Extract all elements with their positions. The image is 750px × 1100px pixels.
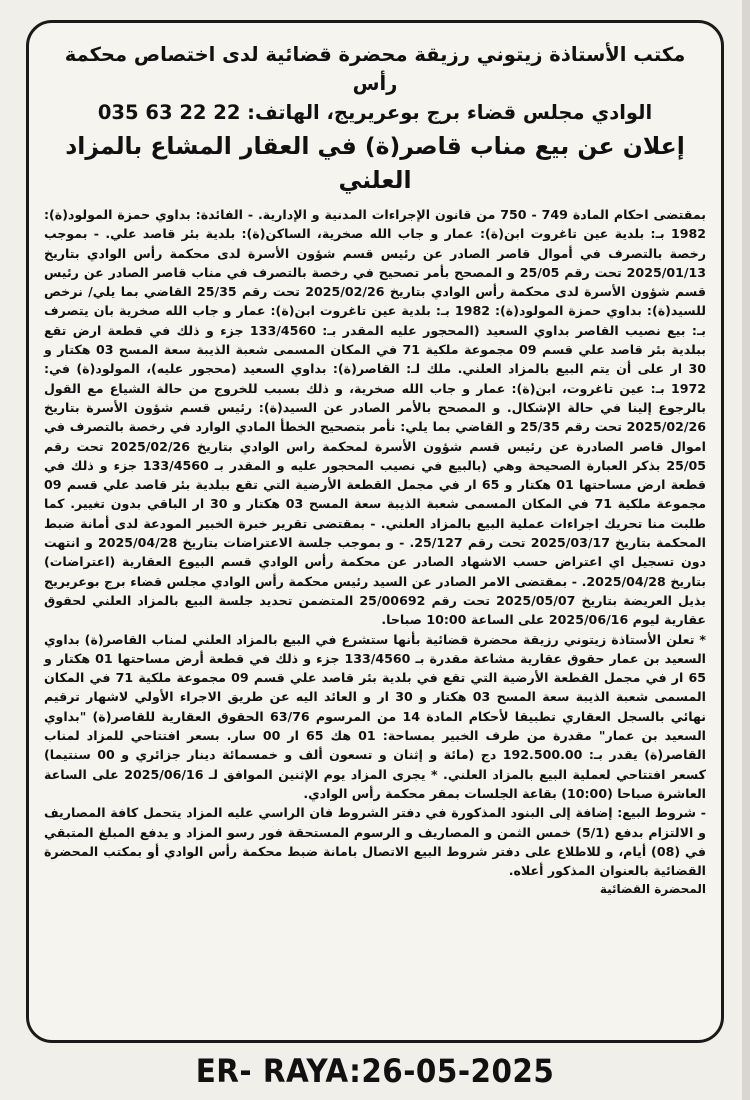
body-paragraph-1: بمقتضى احكام المادة 749 - 750 من قانون الإجراءات المدنية و الإدارية. - الفائدة: بداوي حمزة المولود(ة): 1982 بـ: بلدية عين تاغروت ابن(ة): عمار و جاب الله صخرية، الساكن(ة): بلدية بئر قاصد علي. - بموجب رخصة بالتصرف في أموال قاصر الصادر عن رئيس قسم شؤون الأسرة لدى محكمة رأس الوادي بتاريخ 2025/01/13 تحت رقم 25/05 و المصحح بأمر تصحيح في رخصة بالتصرف في مناب قاصر الصادر عن رئيس قسم شؤون الأسرة لدى محكمة رأس الوادي بتاريخ 2025/02/26 تحت رقم 25/35 القاضي بما يلي/ نرخص للسيد(ة): بداوي حمزة المولود(ة): 1982 بـ: بلدية عين تاغروت ابن(ة): عمار و جاب الله صخرية بان يتصرف بـ: بيع نصيب القاصر بداوي السعيد (المحجور عليه المقدر بـ: 133/4560 جزء و ذلك في قطعة ارض تقع ببلدية بئر قاصد علي قسم 09 مجموعة ملكية 71 في المكان المسمى شعبة الذيبة سعة المسح 03 هكتار و 30 ار على أن يتم البيع بالمزاد العلني. ملك لـ: القاصر(ة): بداوي السعيد (محجور عليه)، المولود(ة) في: 1972 بـ: عين تاغروت، ابن(ة): عمار و جاب الله صخرية، و ذلك بسبب للخروج من حالة الشياع مع القول بالرجوع إلينا في حالة الإشكال. و المصحح بالأمر الصادر عن السيد(ة): رئيس قسم شؤون الأسرة بتاريخ 2025/02/26 تحت رقم 25/35 و القاضي بما يلي: نأمر بتصحيح الخطأ المادي الوارد في رخصة بالتصرف في اموال قاصر الصادرة عن رئيس قسم شؤون الأسرة لمحكمة راس الوادي بتاريخ 2025/02/26 تحت رقم 25/05 بذكر العبارة الصحيحة وهي (بالبيع في نصيب المحجور عليه و المقدر بـ 133/4560 جزء و ذلك في قطعة ارض مساحتها 01 هكتار و 65 ار في مجمل القطعة الأرضية التي تقع ببلدية بئر قاصد علي قسم 09 مجموعة ملكية 71 في المكان المسمى شعبة الذيبة سعة المسح 03 هكتار و 30 ار الباقي بدون تغيير. كما طلبت منا تحريك اجراءات عملية البيع بالمزاد العلني. - بمقتضى تقرير خبرة الخبير المودعة لدى أمانة ضبط المحكمة بتاريخ 2025/03/17 تحت رقم 25/127. - و بموجب جلسة الاعتراضات بتاريخ 2025/04/28 و انتهت دون تسجيل اي اعتراض حسب الاشهاد الصادر عن محكمة رأس الوادي قسم البيوع العقارية (اعتراضات) بتاريخ 2025/04/28. - بمقتضى الامر الصادر عن السيد رئيس محكمة رأس الوادي مجلس قضاء برج بوعريريج بذيل العريضة بتاريخ 2025/05/07 تحت رقم 25/00692 المتضمن تحديد جلسة البيع بالمزاد العلني لحقوق عقارية ليوم 2025/06/16 على الساعة 10:00 صباحا. [44, 207, 707, 628]
newspaper-stamp: ER- RAYA:26-05-2025 [195, 1052, 555, 1090]
signature-row [44, 882, 706, 896]
body-paragraph-3: - شروط البيع: إضافة إلى البنود المذكورة في دفتر الشروط فان الراسي عليه المزاد يتحمل كافة المصاريف و الالتزام بدفع (5/1) خمس الثمن و المصاريف و الرسوم المستحقة فور رسو المزاد و يدفع المبلغ المتبقي في (08) أيام، و للاطلاع على دفتر شروط البيع الاتصال بامانة ضبط محكمة رأس الوادي أو بمكتب المحضرة القضائية بالعنوان المذكور أعلاه. [44, 805, 706, 879]
body-paragraph-2: * تعلن الأستاذة زيتوني رزيقة محضرة قضائية بأنها ستشرع في البيع بالمزاد العلني لمناب القاصر(ة) بداوي السعيد بن عمار حقوق عقارية مشاعة مقدرة بـ 133/4560 جزء و ذلك في قطعة أرض مساحتها 01 هكتار و 65 ار في مجمل القطعة الأرضية التي تقع في بلدية بئر قاصد علي قسم 09 مجموعة ملكية 71 في المكان المسمى شعبة الذيبة سعة المسح 03 هكتار و 30 ار و العائد اليه عن طريق الاجراء الأولي لاشهار ترقيم نهائي بالسجل العقاري تطبيقا لأحكام المادة 14 من المرسوم 63/76 الحقوق العقارية للقاصر(ة) "بداوي السعيد بن عمار" مقدرة من طرف الخبير بمساحة: 01 هك 65 ار 00 سار. بسعر افتتاحي للمزاد لمناب القاصر(ة) يقدر بـ: 192.500.00 دج (مائة و إثنان و تسعون ألف و خمسمائة دينار جزائري و 00 سنتيما) كسعر افتتاحي لعملية البيع بالمزاد العلني. * يجرى المزاد يوم الإثنين الموافق لـ 2025/06/16 على الساعة العاشرة صباحا (10:00) بقاعة الجلسات بمقر محكمة رأس الوادي. [44, 631, 707, 801]
notice-body [44, 205, 706, 880]
office-line-2: الوادي مجلس قضاء برج بوعريريج، الهاتف: 22 22 63 035 [97, 101, 653, 124]
signature-label: المحضرة القضائية [599, 882, 706, 897]
notice-content [44, 40, 706, 896]
office-header [44, 40, 706, 127]
page-edge-strip [742, 0, 750, 1100]
office-line-1: مكتب الأستاذة زيتوني رزيقة محضرة قضائية لدى اختصاص محكمة رأس [64, 43, 686, 95]
notice-title: إعلان عن بيع مناب قاصر(ة) في العقار المشاع بالمزاد العلني [65, 132, 685, 194]
